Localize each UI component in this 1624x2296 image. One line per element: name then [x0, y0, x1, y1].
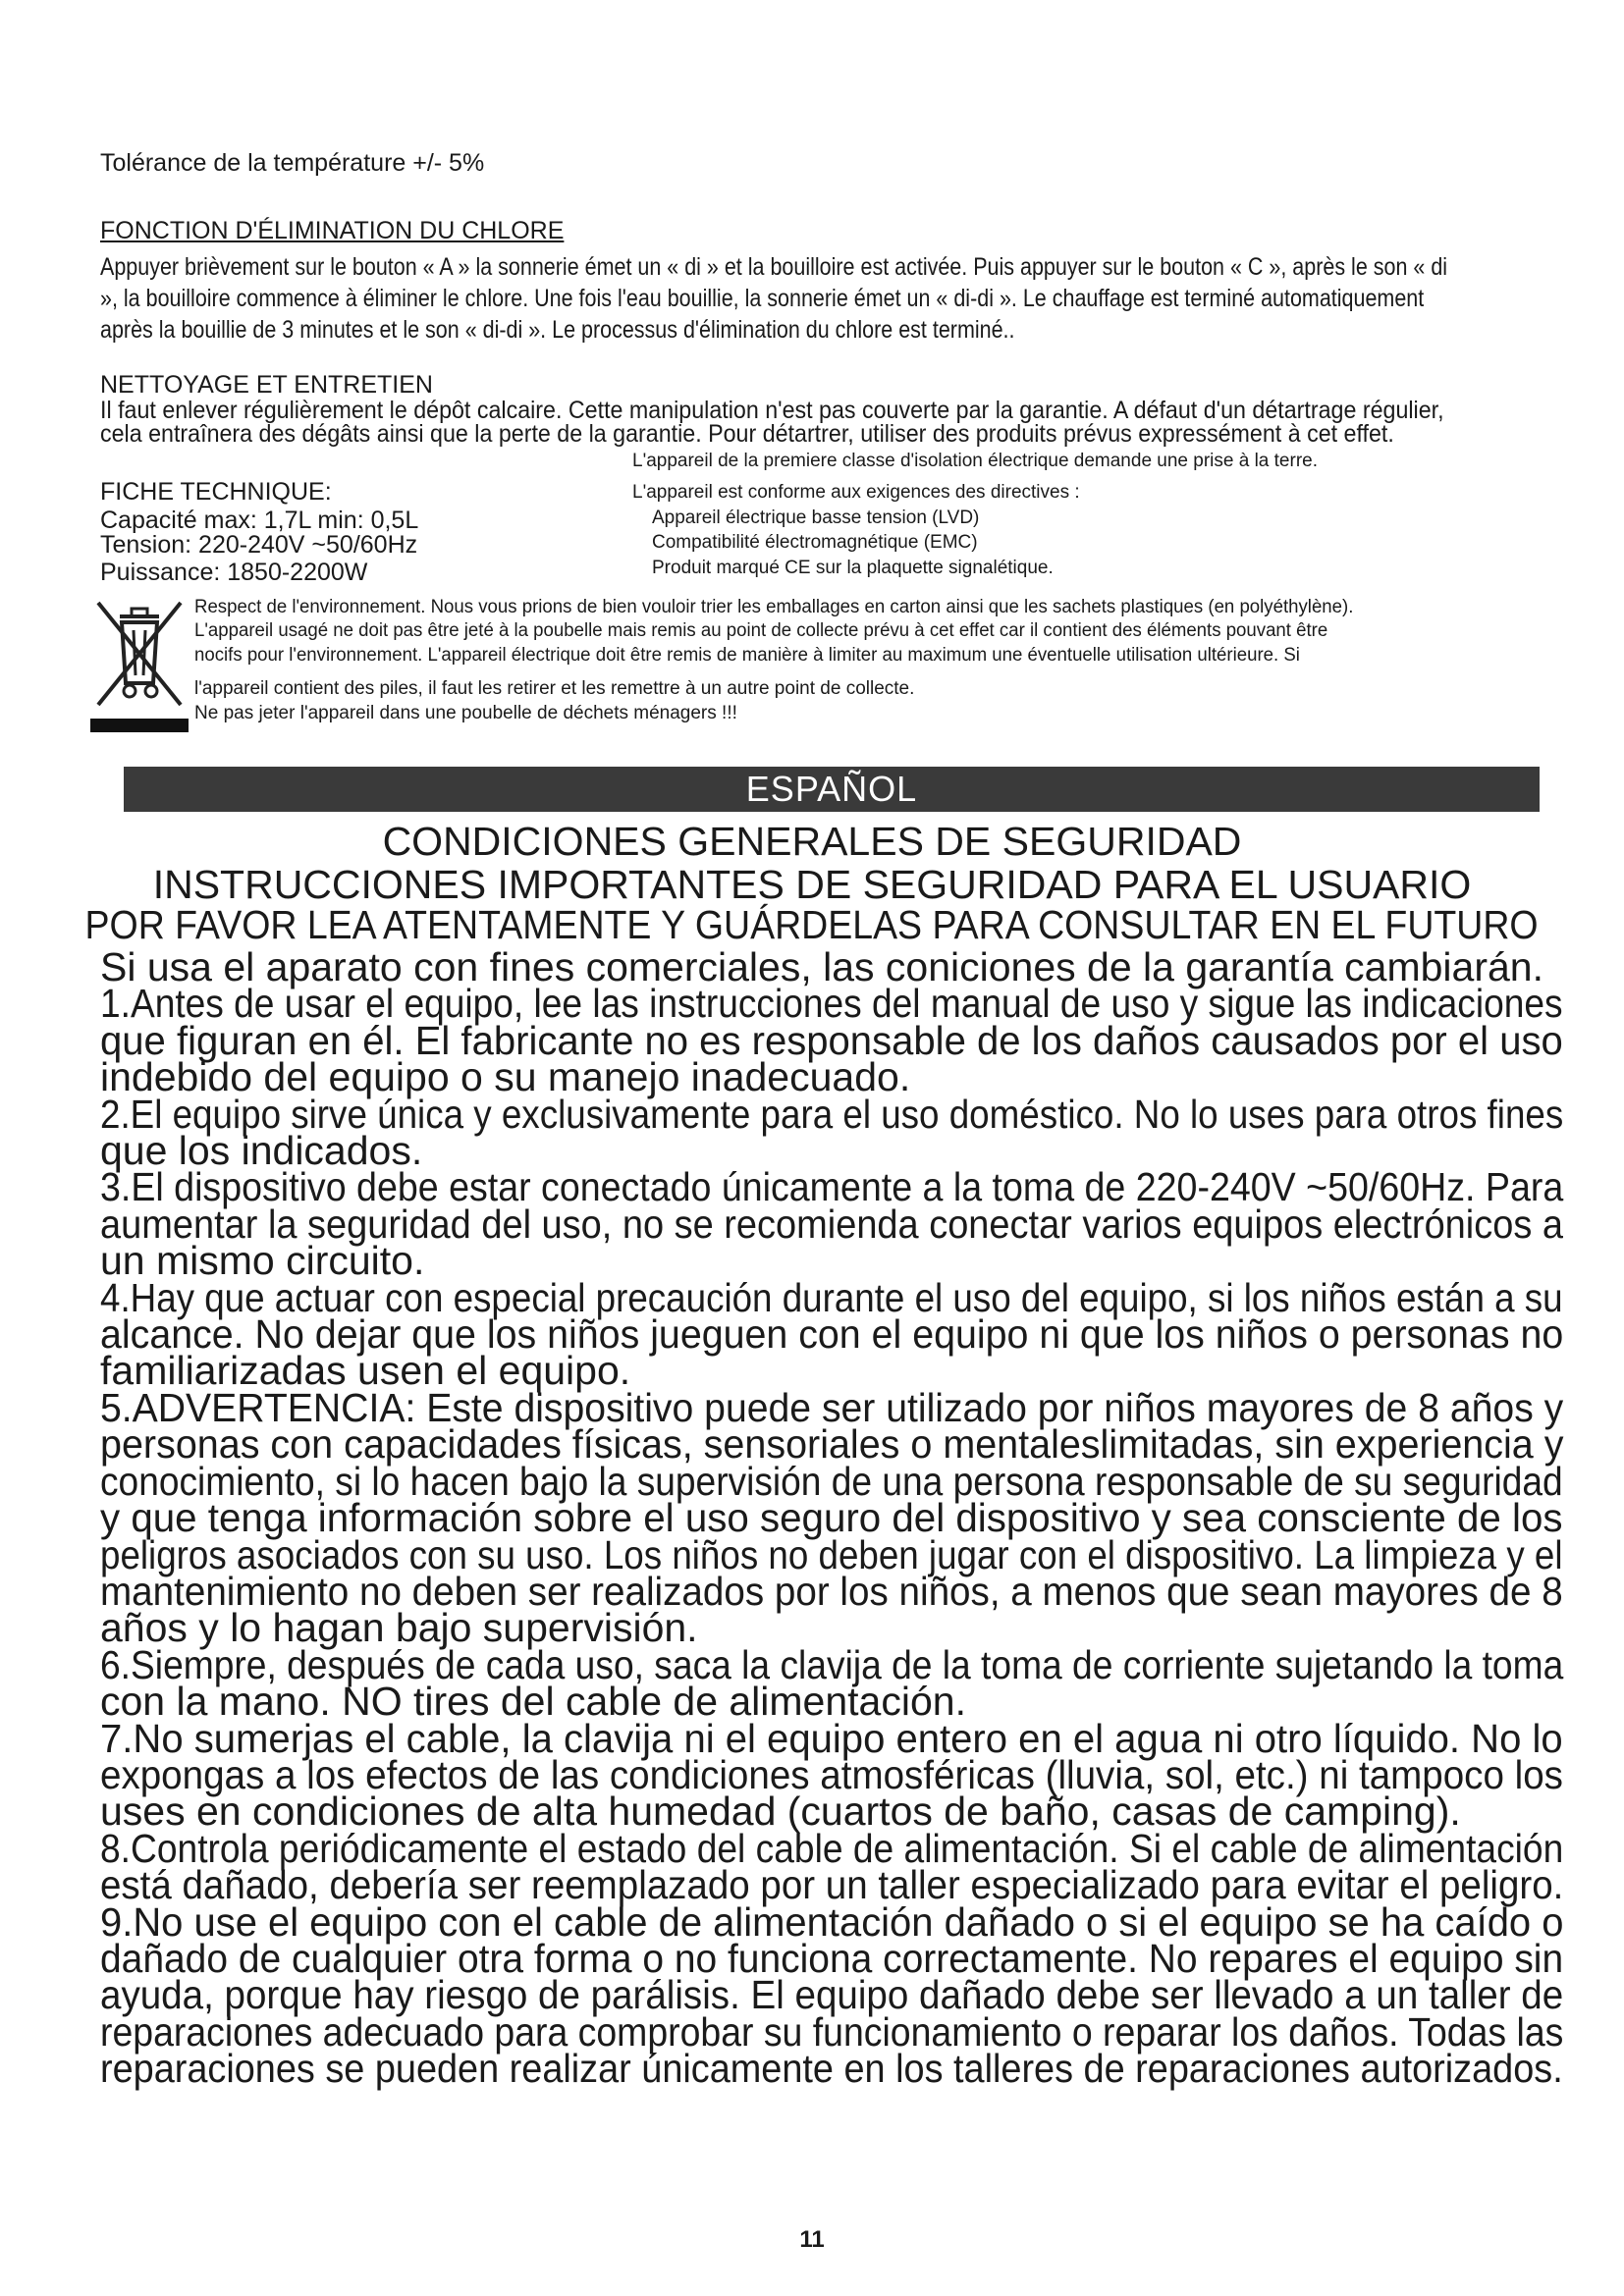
instruction-line: y que tenga información sobre el uso seguro del dispositivo y sea consciente de los	[100, 1495, 1563, 1541]
instruction-line: que figuran en él. El fabricante no es responsable de los daños causados por el uso	[100, 1017, 1563, 1063]
instruction-line: mantenimiento no deben ser realizados por los niños, a menos que sean mayores de 8	[100, 1568, 1563, 1614]
instruction-line: aumentar la seguridad del uso, no se recomienda conectar varios equipos electrónicos a	[100, 1201, 1563, 1247]
instruction-line: está dañado, debería ser reemplazado por un taller especializado para evitar el peligro.	[100, 1862, 1564, 1908]
spanish-subtitle: POR FAVOR LEA ATENTAMENTE Y GUÁRDELAS PARA CONSULTAR EN EL FUTURO	[84, 902, 1540, 947]
compliance-line: L'appareil de la premiere classe d'isolation électrique demande une prise à la terre.	[632, 451, 1318, 471]
environment-line: nocifs pour l'environnement. L'appareil électrique doit être remis de manière à limiter au maximum une éventuelle utilisation ultérieure. Si	[194, 645, 1300, 666]
spanish-title: CONDICIONES GENERALES DE SEGURIDAD	[382, 819, 1242, 864]
instruction-line: 4.Hay que actuar con especial precaución durante el uso del equipo, si los niños están a su	[100, 1274, 1563, 1320]
nettoyage-heading: NETTOYAGE ET ENTRETIEN	[100, 371, 433, 399]
instruction-line: que los indicados.	[100, 1128, 423, 1174]
chlore-heading: FONCTION D'ÉLIMINATION DU CHLORE	[100, 217, 565, 244]
weee-bin-icon	[90, 589, 189, 734]
instruction-line: peligros asociados con su uso. Los niños no deben jugar con el dispositivo. La limpieza y el	[100, 1531, 1563, 1577]
chlore-line: après la bouillie de 3 minutes et le son « di-di ». Le processus d'élimination du chlore est terminé..	[100, 316, 1015, 344]
environment-line: l'appareil contient des piles, il faut les retirer et les remettre à un autre point de collecte.	[194, 678, 915, 699]
fiche-power: Puissance: 1850-2200W	[100, 559, 368, 586]
spanish-subtitle: INSTRUCCIONES IMPORTANTES DE SEGURIDAD PARA EL USUARIO	[152, 862, 1472, 907]
environment-line: Respect de l'environnement. Nous vous prions de bien vouloir trier les emballages en carton ainsi que les sachets plastiques (en polyéthylène).	[194, 597, 1354, 617]
instruction-line: años y lo hagan bajo supervisión.	[100, 1605, 698, 1651]
instruction-line: reparaciones se pueden realizar únicamente en los talleres de reparaciones autorizados.	[100, 2046, 1563, 2092]
instruction-line: personas con capacidades físicas, sensoriales o mentaleslimitadas, sin experiencia y	[100, 1421, 1564, 1468]
nettoyage-line: cela entraînera des dégâts ainsi que la perte de la garantie. Pour détartrer, utiliser des produits prévus expressément à cet effet.	[100, 420, 1394, 448]
chlore-line: Appuyer brièvement sur le bouton « A » la sonnerie émet un « di » et la bouilloire est activée. Puis appuyer sur le bouton « C », après le son « di	[100, 253, 1448, 281]
instruction-line: uses en condiciones de alta humedad (cuartos de baño, casas de camping).	[100, 1789, 1461, 1835]
compliance-line: L'appareil est conforme aux exigences des directives :	[632, 482, 1080, 503]
environment-line: L'appareil usagé ne doit pas être jeté à la poubelle mais remis au point de collecte prévu à cet effet car il contient des éléments pouvant être	[194, 620, 1328, 641]
nettoyage-line: Il faut enlever régulièrement le dépôt calcaire. Cette manipulation n'est pas couverte par la garantie. A défaut d'un détartrage régulier,	[100, 397, 1444, 424]
fiche-heading: FICHE TECHNIQUE:	[100, 478, 332, 506]
instruction-line: conocimiento, si lo hacen bajo la supervisión de una persona responsable de su seguridad	[100, 1458, 1563, 1504]
environment-line: Ne pas jeter l'appareil dans une poubelle de déchets ménagers !!!	[194, 703, 737, 723]
instruction-line: 1.Antes de usar el equipo, lee las instrucciones del manual de uso y sigue las indicaciones	[100, 981, 1563, 1027]
language-banner: ESPAÑOL	[124, 767, 1540, 812]
instruction-line: familiarizadas usen el equipo.	[100, 1348, 631, 1394]
temperature-tolerance: Tolérance de la température +/- 5%	[100, 149, 485, 177]
instruction-line: con la mano. NO tires del cable de alimentación.	[100, 1679, 966, 1725]
instruction-line: indebido del equipo o su manejo inadecuado.	[100, 1054, 911, 1100]
instruction-line: 8.Controla periódicamente el estado del cable de alimentación. Si el cable de alimentación	[100, 1825, 1564, 1871]
instruction-line: dañado de cualquier otra forma o no funciona correctamente. No repares el equipo sin	[100, 1935, 1564, 1981]
compliance-item: Compatibilité électromagnétique (EMC)	[652, 532, 978, 553]
fiche-tension: Tension: 220-240V ~50/60Hz	[100, 531, 418, 559]
instruction-line: 6.Siempre, después de cada uso, saca la clavija de la toma de corriente sujetando la toma	[100, 1641, 1564, 1687]
instruction-line: ayuda, porque hay riesgo de parálisis. El equipo dañado debe ser llevado a un taller de	[100, 1972, 1564, 2018]
instruction-line: 2.El equipo sirve única y exclusivamente para el uso doméstico. No lo uses para otros fines	[100, 1091, 1564, 1137]
instruction-line: 5.ADVERTENCIA: Este dispositivo puede ser utilizado por niños mayores de 8 años y	[100, 1384, 1564, 1430]
instruction-line: reparaciones adecuado para comprobar su funcionamiento o reparar los daños. Todas las	[100, 2008, 1564, 2055]
instruction-line: Si usa el aparato con fines comerciales, las coniciones de la garantía cambiarán.	[100, 944, 1543, 989]
spanish-instructions	[100, 944, 1573, 2092]
instruction-line: un mismo circuito.	[100, 1238, 425, 1284]
compliance-item: Appareil électrique basse tension (LVD)	[652, 507, 980, 528]
instruction-line: expongas a los efectos de las condiciones atmosféricas (lluvia, sol, etc.) ni tampoco los	[100, 1751, 1563, 1797]
instruction-line: 9.No use el equipo con el cable de alimentación dañado o si el equipo se ha caído o	[100, 1898, 1564, 1945]
instruction-line: 7.No sumerjas el cable, la clavija ni el equipo entero en el agua ni otro líquido. No lo	[100, 1715, 1563, 1761]
instruction-line: 3.El dispositivo debe estar conectado únicamente a la toma de 220-240V ~50/60Hz. Para	[100, 1164, 1564, 1210]
compliance-item: Produit marqué CE sur la plaquette signalétique.	[652, 558, 1054, 578]
instruction-line: alcance. No dejar que los niños jueguen con el equipo ni que los niños o personas no	[100, 1311, 1564, 1358]
fiche-capacity: Capacité max: 1,7L min: 0,5L	[100, 507, 419, 534]
chlore-line: », la bouilloire commence à éliminer le chlore. Une fois l'eau bouillie, la sonnerie émet un « di-di ». Le chauffage est terminé automatiquement	[100, 285, 1425, 312]
page-number: 11	[799, 2226, 825, 2253]
